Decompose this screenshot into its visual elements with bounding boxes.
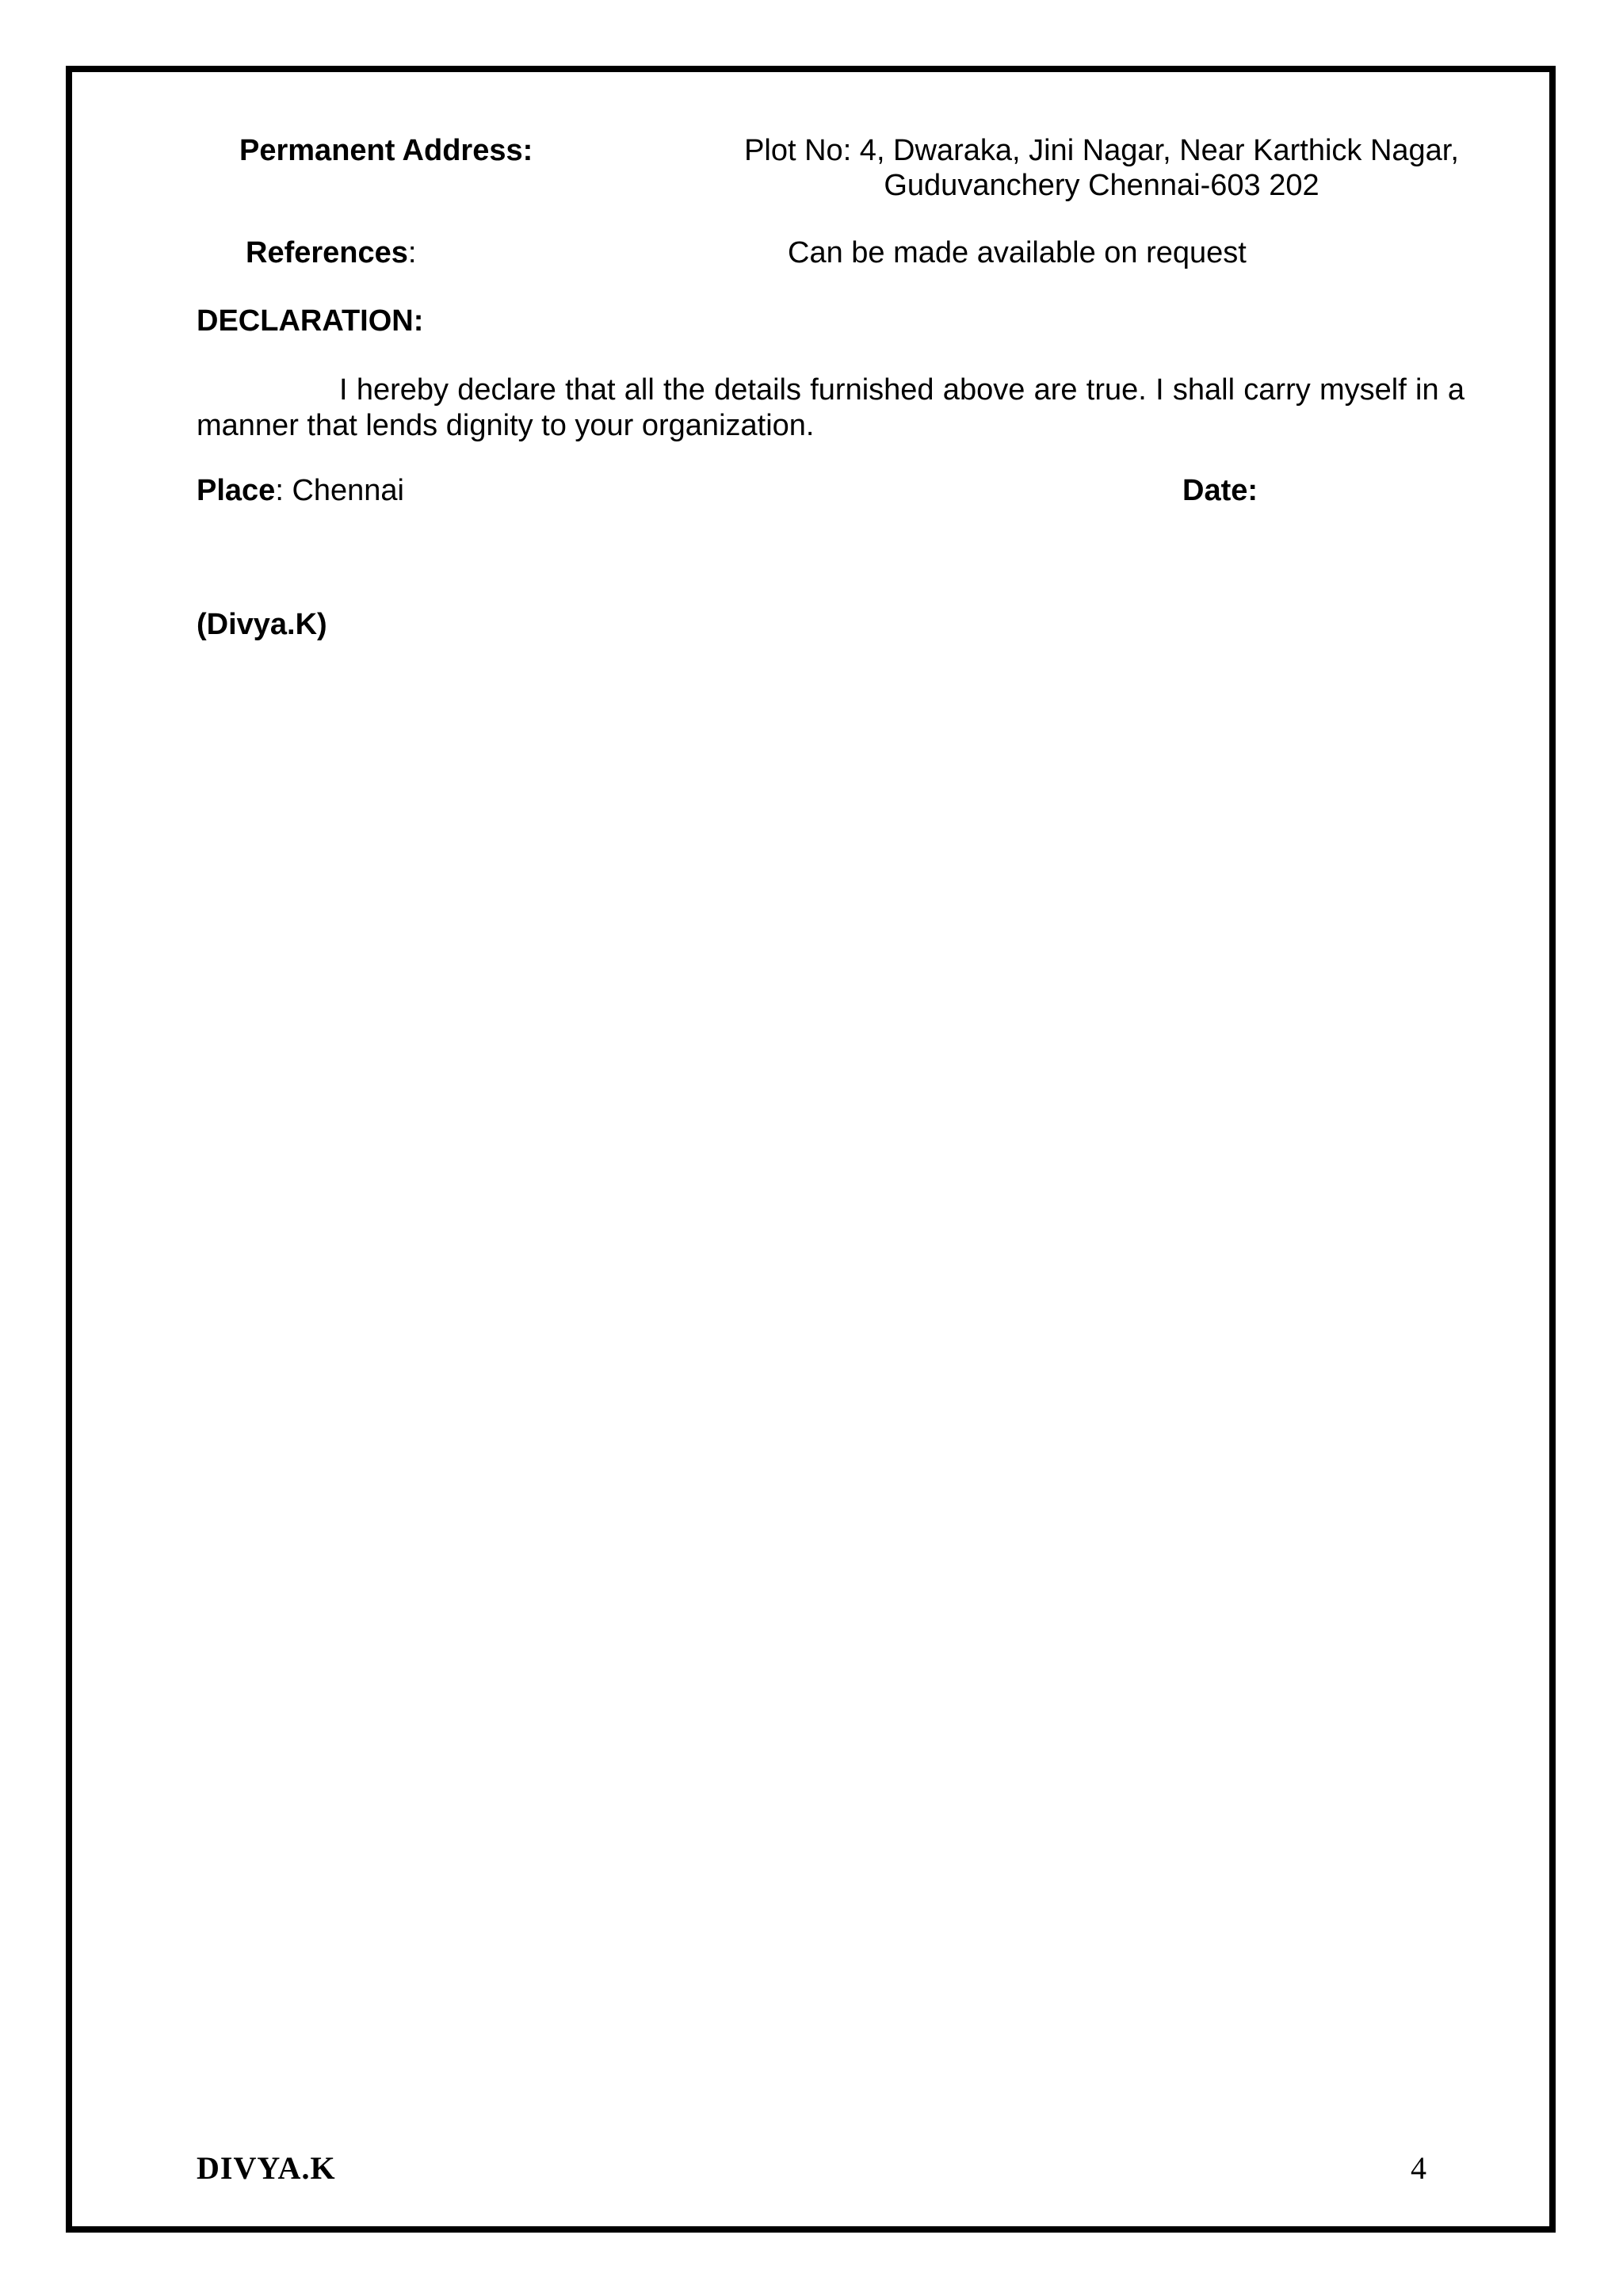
- page-number: 4: [1411, 2150, 1426, 2186]
- place-row: [197, 473, 404, 508]
- references-label-row: [246, 235, 416, 270]
- permanent-address-line-1: Plot No: 4, Dwaraka, Jini Nagar, Near Karthick Nagar,: [744, 134, 1459, 167]
- footer-name: DIVYA.K: [197, 2150, 336, 2186]
- place-value: Chennai: [292, 474, 404, 507]
- declaration-heading: DECLARATION:: [197, 304, 424, 338]
- references-separator: :: [407, 236, 417, 269]
- permanent-address-value: [737, 133, 1466, 203]
- place-label: Place: [197, 474, 276, 507]
- references-label: References: [246, 236, 408, 269]
- declaration-text: I hereby declare that all the details furnished above are true. I shall carry myself in a manner that lends dignity to your organization.: [197, 373, 1465, 442]
- signature: (Divya.K): [197, 608, 327, 641]
- date-label: Date:: [1182, 474, 1258, 507]
- permanent-address-line-2: Guduvanchery Chennai-603 202: [884, 169, 1319, 202]
- permanent-address-label: Permanent Address:: [239, 134, 533, 167]
- place-separator: :: [275, 474, 292, 507]
- references-value: Can be made available on request: [788, 236, 1247, 269]
